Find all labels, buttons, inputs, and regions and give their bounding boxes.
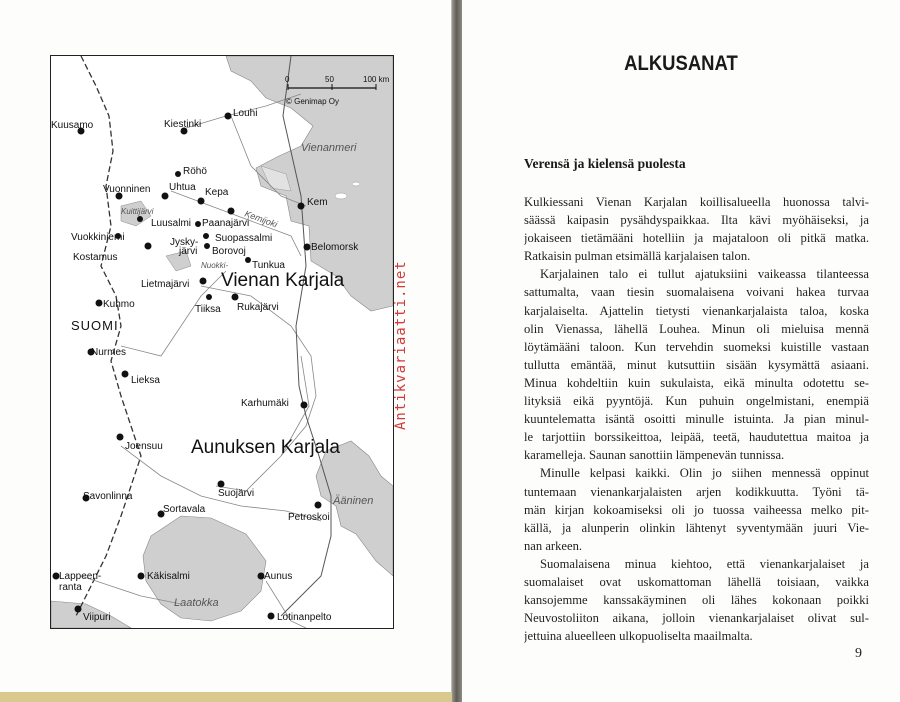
svg-text:Kuusamo: Kuusamo — [51, 120, 94, 131]
map — [50, 55, 394, 629]
label-kuittijarvi: Kuittijärvi — [121, 207, 154, 216]
svg-text:© Genimap Oy: © Genimap Oy — [286, 97, 340, 106]
text-line: karamelleja. Saunan sanottiin lämpenevän tunnissa. — [524, 448, 785, 463]
text-line: olin Vienassa, lähellä Louhea. Minun oli mieluisa mennä — [524, 321, 869, 336]
svg-text:ranta: ranta — [59, 582, 82, 593]
text-line: män kirjan kokoamiseksi oli jo tuossa vaiheessa melko pit- — [524, 502, 869, 517]
svg-text:Vuonninen: Vuonninen — [103, 184, 151, 195]
svg-text:Kostamus: Kostamus — [73, 252, 118, 263]
text-line: nan arkeen. — [524, 538, 583, 553]
svg-text:Savonlinna: Savonlinna — [83, 491, 133, 502]
svg-text:Tiiksa: Tiiksa — [195, 304, 221, 315]
lake-onega — [316, 441, 393, 576]
region-suomi: SUOMI — [71, 318, 119, 333]
svg-text:50: 50 — [325, 75, 334, 84]
map-svg — [51, 56, 393, 628]
svg-text:Röhö: Röhö — [183, 166, 207, 177]
chapter-title: ALKUSANAT — [624, 52, 738, 75]
svg-text:0: 0 — [285, 75, 290, 84]
text-line: kansojemme kanssakäyminen oli lähes kokonaan poikki — [524, 593, 869, 608]
svg-text:Lappeen-: Lappeen- — [59, 571, 102, 582]
text-line: säässä kaipasin pysähdyspaikkaa. Ilta kävi myöhäiseksi, ja — [524, 213, 869, 228]
svg-text:Sortavala: Sortavala — [163, 504, 206, 515]
border-line — [76, 56, 141, 616]
svg-text:Vuokkiniemi: Vuokkiniemi — [71, 232, 125, 243]
region-aunuksen-karjala: Aunuksen Karjala — [191, 437, 340, 458]
svg-text:Joensuu: Joensuu — [125, 441, 163, 452]
text-line: källä, ja alunperin olinkin lähtenyt syventymään juuri Vie- — [524, 520, 869, 535]
text-line: Minulle kelpasi kaikki. Olin jo siihen mennessä oppinut — [540, 466, 869, 481]
label-kemijoki: Kemijoki — [243, 208, 279, 230]
label-nuokkijarvi: Nuokki- — [201, 261, 229, 270]
svg-text:Rukajärvi: Rukajärvi — [237, 302, 279, 313]
text-line: tuntemaan vienankarjalaisten arjen kodikkuutta. Työni tä- — [524, 484, 869, 499]
svg-text:Lotinanpelto: Lotinanpelto — [277, 612, 332, 623]
svg-text:Nurmes: Nurmes — [91, 347, 127, 358]
text-line: karjalaiselta. Ajattelin tietysti vienankarjalaista taloa, koska — [524, 303, 869, 318]
svg-text:Jysky-: Jysky- — [170, 237, 199, 248]
label-aaninen: Ääninen — [333, 495, 374, 507]
svg-text:Suopassalmi: Suopassalmi — [215, 233, 273, 244]
svg-text:Lieksa: Lieksa — [131, 375, 160, 386]
text-line: sattumalta, vaan tiesin suomalaisena voivani hakea turvaa — [524, 285, 869, 300]
svg-text:Kuhmo: Kuhmo — [103, 299, 135, 310]
text-line: le tarjottiin borssikeittoa, leipää, teetä, haudutettua maitoa ja — [524, 430, 869, 445]
svg-text:Suojärvi: Suojärvi — [218, 488, 255, 499]
svg-text:Kem: Kem — [307, 197, 328, 208]
svg-text:Viipuri: Viipuri — [83, 612, 111, 623]
svg-text:Karhumäki: Karhumäki — [241, 398, 289, 409]
svg-text:Borovoj: Borovoj — [212, 246, 246, 257]
text-line: Kulkiessani Vienan Karjalan koillisalueella huonossa talvi- — [524, 195, 869, 209]
text-line: suomalaiset ovat uskomattoman lähellä toisiaan, vaikka — [524, 574, 869, 589]
svg-text:Kiestinki: Kiestinki — [164, 119, 202, 130]
svg-text:Lietmajärvi: Lietmajärvi — [141, 279, 190, 290]
svg-text:Tunkua: Tunkua — [252, 260, 285, 271]
svg-text:Aunus: Aunus — [264, 571, 293, 582]
text-line: kuuntelematta isäntä osoitti minulle istuinta. Ja pian minul- — [524, 412, 869, 427]
right-page — [462, 0, 900, 702]
watermark: Antikvariaatti.net — [393, 260, 409, 430]
svg-text:Petroskoi: Petroskoi — [288, 512, 330, 523]
text-line: jokaiseen tietämääni hotelliin ja majataloon oli pitkä matka. — [524, 231, 869, 246]
text-line: lityksiä eikä pyyntöjä. Kun puhuin ongelmistani, enempiä — [524, 394, 869, 409]
text-line: Neuvostoliiton aikana, jolloin vienankarjalaiset olivat sul- — [524, 611, 869, 626]
svg-text:Louhi: Louhi — [233, 108, 258, 119]
svg-text:Käkisalmi: Käkisalmi — [147, 571, 190, 582]
svg-text:Uhtua: Uhtua — [169, 182, 196, 193]
text-line: jettuina alueelleen ulkopuoliselta maailmalta. — [524, 629, 753, 644]
text-line: löytämääni taloon. Kun tervehdin suomeksi kuistille vastaan — [524, 339, 869, 354]
text-line: Ratkaisin pulman etsimällä karjalaisen talon. — [524, 249, 751, 264]
svg-text:Paanajärvi: Paanajärvi — [202, 218, 250, 229]
text-line: Karjalainen talo ei tullut ajatuksiini vaikeassa tilanteessa — [540, 267, 869, 282]
body-text — [524, 193, 869, 645]
svg-text:Belomorsk: Belomorsk — [311, 242, 359, 253]
page-number: 9 — [855, 646, 862, 661]
svg-text:järvi: järvi — [179, 246, 198, 257]
region-vienan-karjala: Vienan Karjala — [221, 270, 345, 291]
label-vienanmeri: Vienanmeri — [301, 142, 357, 154]
svg-text:Luusalmi: Luusalmi — [151, 218, 192, 229]
book-gutter — [452, 0, 462, 702]
section-heading: Verensä ja kielensä puolesta — [524, 156, 686, 171]
svg-text:Kepa: Kepa — [205, 187, 229, 198]
text-line: Minua kohdeltiin kuin sukulaista, eikä minulta odotettu se- — [524, 375, 869, 390]
label-laatokka: Laatokka — [174, 597, 219, 609]
text-line: tullutta emäntää, minut kutsuttiin sisään kysymättä asiaani. — [524, 357, 869, 372]
text-line: Suomalaisena minua kiehtoo, että vienankarjalaiset ja — [540, 556, 869, 571]
svg-text:100 km: 100 km — [363, 75, 390, 84]
page-edge — [0, 692, 452, 702]
